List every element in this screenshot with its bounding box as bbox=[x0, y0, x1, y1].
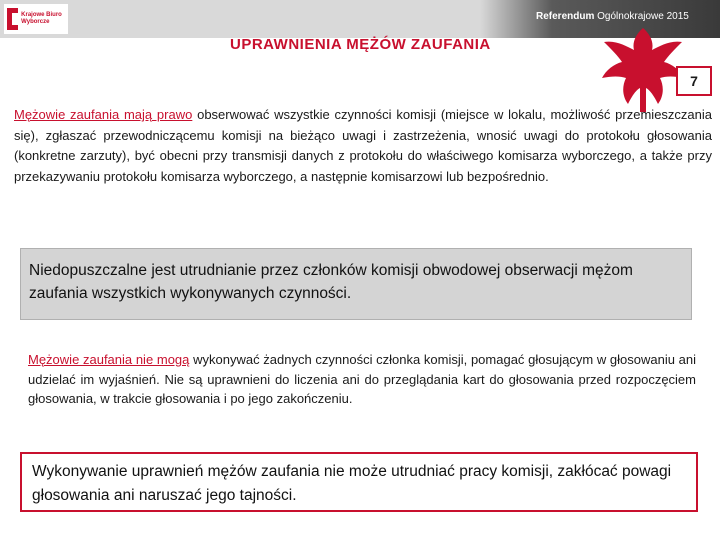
restrictions-paragraph bbox=[28, 350, 696, 409]
page-title: UPRAWNIENIA MĘŻÓW ZAUFANIA bbox=[230, 36, 491, 53]
logo-text: Krajowe Biuro Wyborcze bbox=[21, 12, 62, 25]
obstruction-notice-text: Niedopuszczalne jest utrudnianie przez członków komisji obwodowej obserwacji mężom zaufania wszystkich wykonywanych czynności. bbox=[29, 262, 633, 302]
logo-mark-icon bbox=[7, 8, 18, 30]
rights-lead: Mężowie zaufania mają prawo bbox=[14, 107, 193, 122]
rights-paragraph bbox=[14, 105, 712, 187]
restrictions-text: wykonywać żadnych czynności członka komisji, pomagać głosującym w głosowaniu ani udzielać im wyjaśnień. Nie są uprawnieni do liczenia ani do przeglądania kart do głosowania przed rozpoczęciem głosowania, w trakcie głosowania i po jego zakończeniu. bbox=[28, 352, 697, 406]
header-title-rest: Ogólnokrajowe 2015 bbox=[597, 11, 689, 22]
kbw-logo bbox=[4, 4, 68, 34]
header-title-bold: Referendum bbox=[536, 11, 595, 22]
conduct-notice-box bbox=[20, 452, 698, 512]
rights-text: obserwować wszystkie czynności komisji (miejsce w lokalu, możliwość przemieszczania się), zgłaszać przewodniczącemu komisji na bieżąco uwagi i zastrzeżenia, wnosić uwagi do protokołu głosowania (konkretne zarzuty), być obecni przy transmisji danych z protokołu do właściwego komisarza wyborczego, a także przy przekazywaniu protokołu komisarza wyborczego, a następnie komisarzowi lub bezpośrednio. bbox=[14, 107, 712, 184]
restrictions-lead: Mężowie zaufania nie mogą bbox=[28, 352, 190, 367]
conduct-notice-text: Wykonywanie uprawnień mężów zaufania nie może utrudniać pracy komisji, zakłócać powagi głosowania ani naruszać jego tajności. bbox=[32, 463, 672, 504]
slide-number: 7 bbox=[676, 66, 712, 96]
obstruction-notice-box bbox=[20, 248, 692, 320]
eagle-shape bbox=[602, 28, 684, 112]
